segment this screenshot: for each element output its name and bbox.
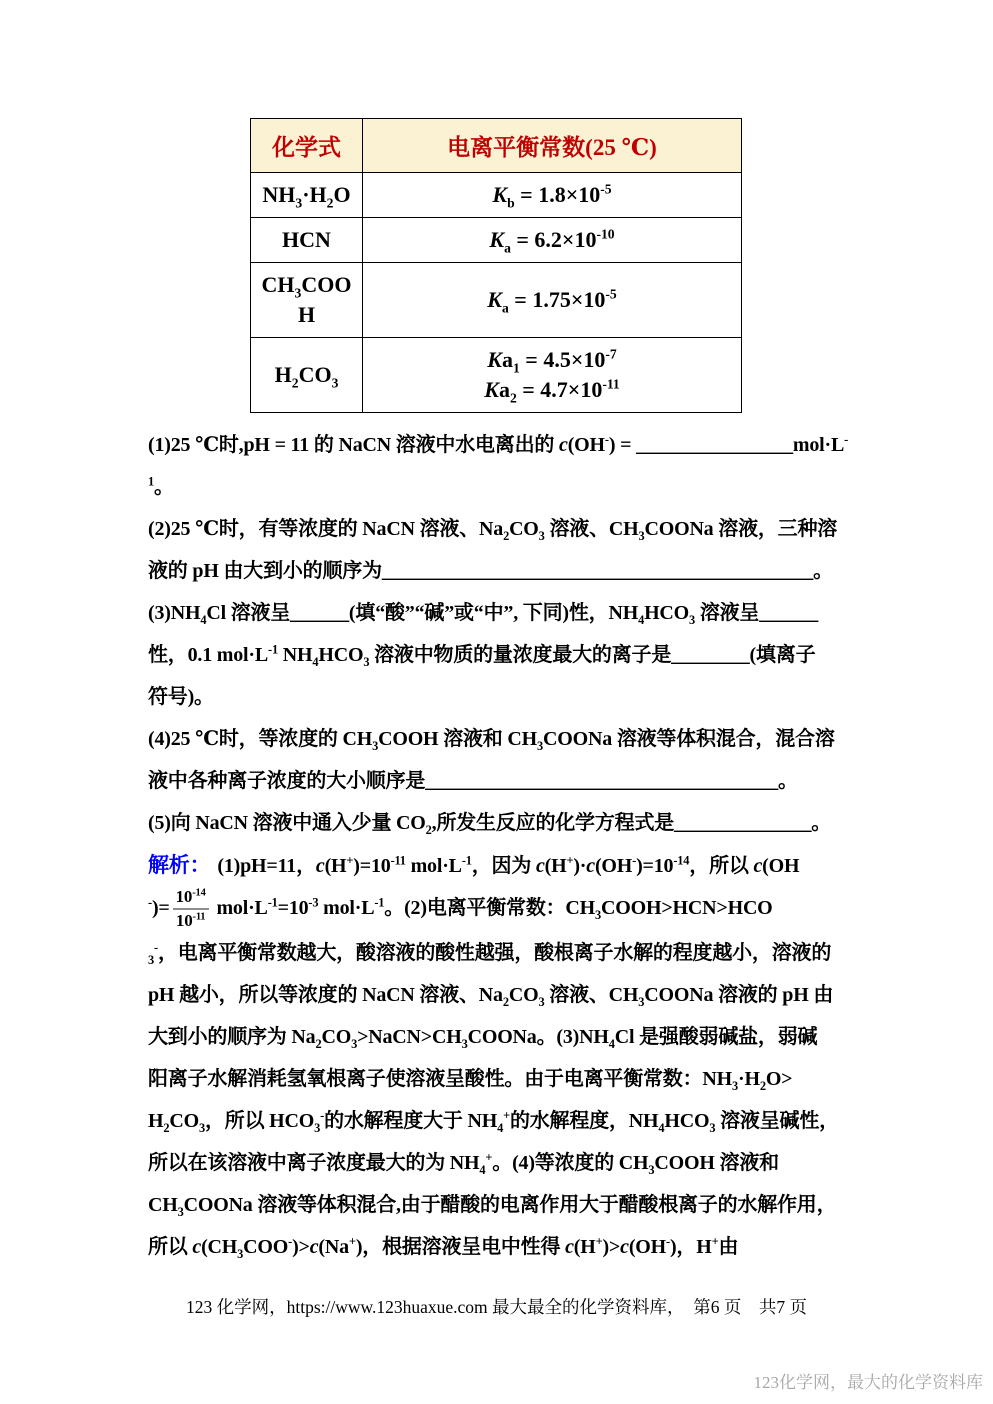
table-row bbox=[251, 263, 742, 338]
text-line: $CH_3COONa$ 溶液等体积混合,由于醋酸的电离作用大于醋酸根离子的水解作用， bbox=[148, 1193, 837, 1219]
equilibrium-constants-table bbox=[250, 118, 742, 413]
text-line: 大到小的顺序为 $Na_2CO_3>NaCN>CH_3COONa$。$(3)NH_4Cl$ 是强酸弱碱盐，弱碱 bbox=[148, 1025, 818, 1051]
text-line: $_3$-，电离平衡常数越大，酸溶液的酸性越强，酸根离子水解的程度越小，溶液的 bbox=[148, 940, 832, 967]
analysis-paragraph bbox=[148, 844, 864, 1268]
question-3 bbox=[148, 592, 864, 718]
formula-cell: HCN bbox=[251, 218, 363, 263]
text-line: $(3)NH_4Cl$ 溶液呈______(填“酸”“碱”或“中”, 下同)性，$NH_4HCO_3$ 溶液呈______ bbox=[148, 602, 819, 627]
formula-cell: $H_2CO_3$ bbox=[251, 338, 363, 413]
text-line: (4)25 ℃时，等浓度的 $CH_3COOH$ 溶液和 $CH_3COONa$ 溶液等体积混合，混合溶 bbox=[148, 728, 835, 753]
text-line: 所以 $c(CH_3COO^-)>c(Na^+)$，根据溶液呈电中性得 c(H+)>c(OH-)，H+由 bbox=[148, 1234, 739, 1261]
question-4 bbox=[148, 718, 864, 802]
worksheet-body bbox=[148, 424, 864, 1268]
question-5 bbox=[148, 802, 864, 844]
table-header-row bbox=[251, 119, 742, 173]
fraction: $\frac{10^{-14}}{10^{-11}}$ bbox=[173, 887, 209, 932]
text-line: 所以在该溶液中离子浓度最大的为 $NH_4^+$。(4)等浓度的 $CH_3COOH$ 溶液和 bbox=[148, 1150, 779, 1177]
question-2 bbox=[148, 508, 864, 592]
table-body bbox=[251, 173, 742, 413]
table-header-formula: 化学式 bbox=[251, 119, 363, 173]
question-1 bbox=[148, 424, 864, 508]
watermark: 123化学网，最大的化学资料库 bbox=[753, 1373, 983, 1392]
table-header-constant: 电离平衡常数(25 ℃) bbox=[363, 119, 742, 173]
constant-cell: $K_a = 1.75\times 10^{-5}$ bbox=[363, 263, 742, 338]
text-line: (2)25 ℃时，有等浓度的 NaCN 溶液、$Na_2CO_3$ 溶液、$CH_3COONa$ 溶液，三种溶 bbox=[148, 518, 838, 543]
table-header bbox=[251, 119, 742, 173]
text-line: 符号)。 bbox=[148, 686, 214, 708]
text-line: (1)25 ℃时,pH = 11 的 NaCN 溶液中水电离出的 c(OH-) = ________________mol·L- bbox=[148, 432, 849, 456]
text-line: 性，0.1 $mol\cdot L^{-1}$ $NH_4HCO_3$ 溶液中物质的量浓度最大的离子是________(填离子 bbox=[148, 642, 816, 669]
table-row bbox=[251, 218, 742, 263]
text-line: 液中各种离子浓度的大小顺序是____________________________________。 bbox=[148, 770, 798, 792]
constant-cell: $K_b = 1.8\times 10^{-5}$ bbox=[363, 173, 742, 218]
analysis-label: 解析： bbox=[148, 853, 211, 877]
formula-cell: $NH_3\cdot H_2O$ bbox=[251, 173, 363, 218]
text-line: 液的 pH 由大到小的顺序为____________________________________________。 bbox=[148, 560, 833, 582]
text-line: pH 越小，所以等浓度的 NaCN 溶液、$Na_2CO_3$ 溶液、$CH_3COONa$ 溶液的 pH 由 bbox=[148, 983, 834, 1009]
formula-cell: $CH_3COO$ H bbox=[251, 263, 363, 338]
text-line: 阳离子水解消耗氢氧根离子使溶液呈酸性。由于电离平衡常数：$NH_3\cdot H_2O>$ bbox=[148, 1067, 793, 1093]
text-line: -)= $\frac{10^{-14}}{10^{-11}}$ $mol\cdot L^{-1}=10^{-3}$ $mol\cdot L^{-1}$。(2)电离平衡常数：$CH_3COOH>HCN>HCO$ bbox=[148, 887, 773, 931]
text-line: $H_2CO_3$，所以 $HCO_3^-$的水解程度大于 $NH_4^+$的水解程度，$NH_4HCO_3$ 溶液呈碱性， bbox=[148, 1108, 839, 1135]
table-row bbox=[251, 173, 742, 218]
constant-cell: $K_a = 6.2\times 10^{-10}$ bbox=[363, 218, 742, 263]
text-line: $^1$。 bbox=[148, 474, 174, 498]
text-line: 解析： (1)pH=11，$c(H^+)=10^{-11}$ $mol\cdot L^{-1}$，因为 $c(H^+)\cdot c(OH^-)=10^{-14}$，所以 c(OH bbox=[148, 853, 800, 877]
text-line: (5)向 NaCN 溶液中通入少量 $CO_2$,所发生反应的化学方程式是______________。 bbox=[148, 812, 832, 837]
table-row bbox=[251, 338, 742, 413]
constant-cell: $Ka_1 = 4.5\times 10^{-7}$ $Ka_2 = 4.7\times 10^{-11}$ bbox=[363, 338, 742, 413]
page-footer: 123 化学网，https://www.123huaxue.com 最大最全的化学资料库， 第6 页 共7 页 bbox=[185, 1297, 808, 1317]
